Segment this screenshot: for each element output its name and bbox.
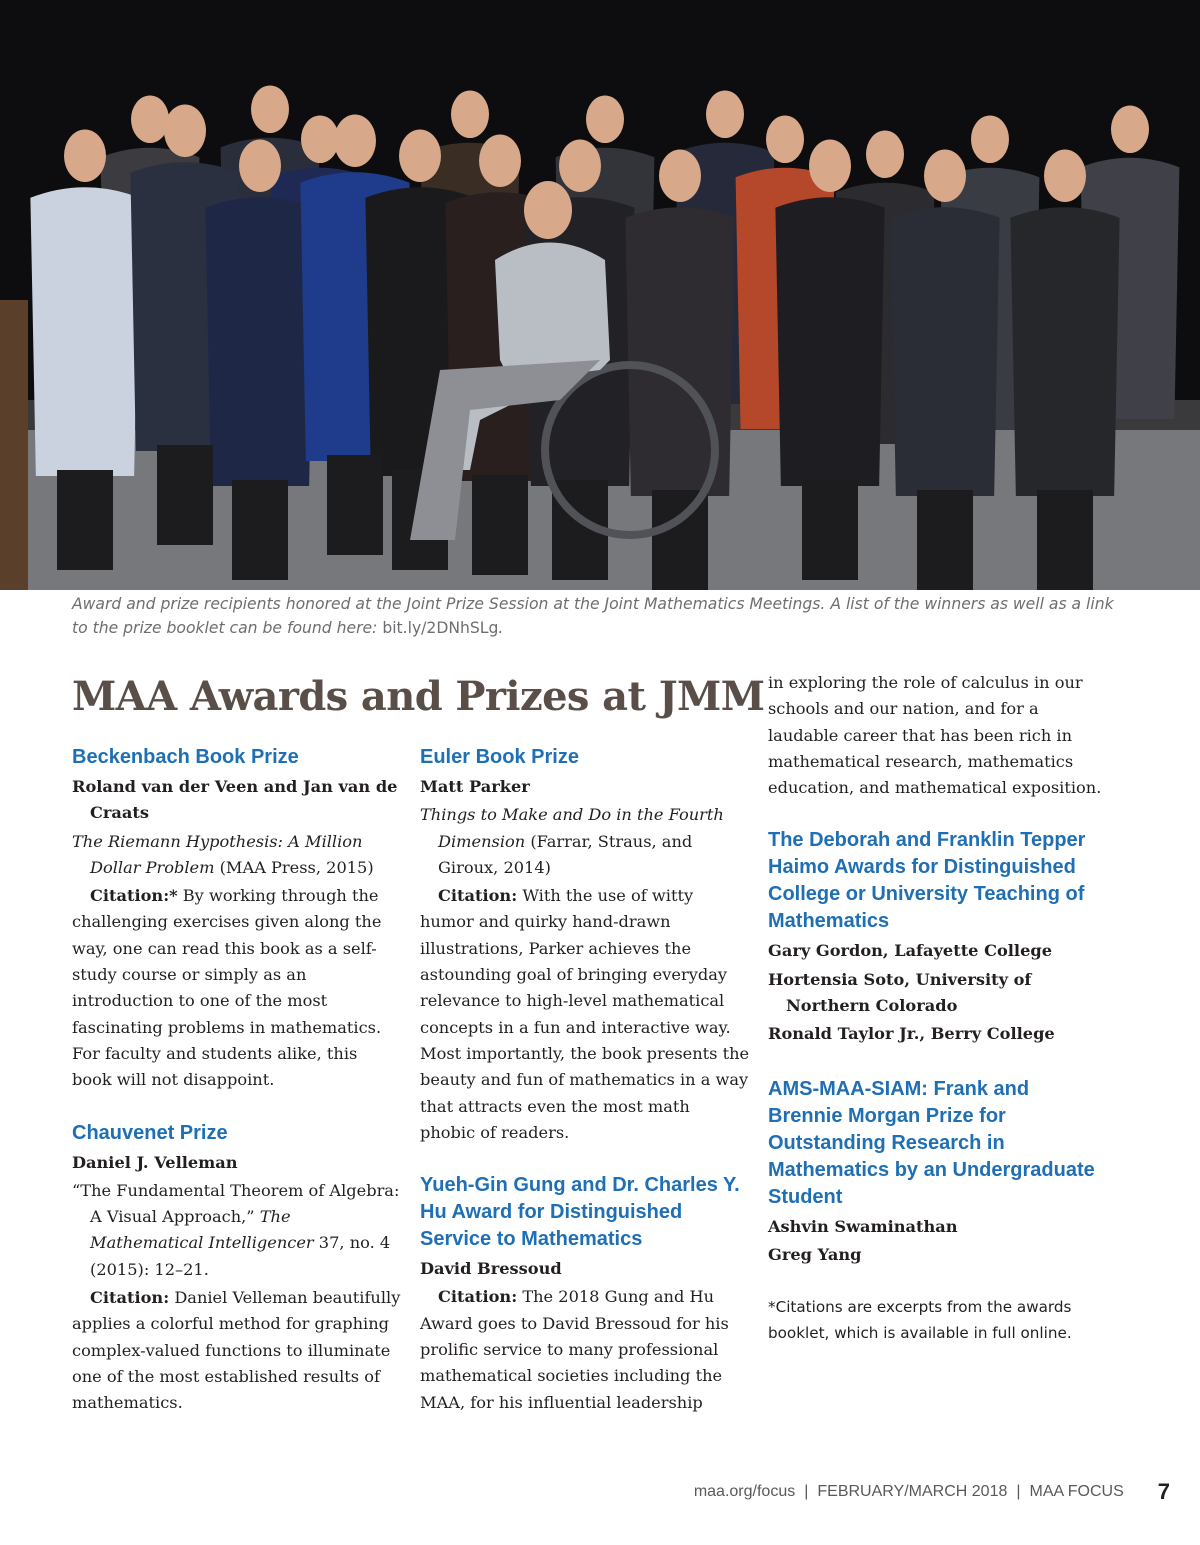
column-3 [768,670,1108,1346]
gung-hu-citation-text: The 2018 Gung and Hu Award goes to David Bressoud for his prolific service to many professional mathematical societies including the MAA, for his influential leadership [420,1287,729,1412]
beckenbach-section [72,744,402,1094]
group-photo-image [0,0,1200,590]
footer-url[interactable]: maa.org/focus [693,1483,796,1500]
article-title: MAA Awards and Prizes at JMM [72,673,765,720]
chauvenet-citation-label: Citation: [90,1288,170,1308]
beckenbach-citation-text: By working through the challenging exercises given along the way, one can read this book as a self-study course or simply as an introduction to one of the most fascinating problems in mathematics. For faculty and students alike, this book will not disappoint. [72,886,382,1090]
footer-issue: FEBRUARY/MARCH 2018 [817,1483,1008,1500]
morgan-winner: Greg Yang [768,1244,862,1264]
beckenbach-work-pub: (MAA Press, 2015) [214,857,374,877]
column-2 [420,744,750,1416]
chauvenet-work [72,1178,402,1283]
chauvenet-citation-text: Daniel Velleman beautifully applies a colorful method for graphing complex-valued functions to illuminate one of the most established results of mathematics. [72,1288,401,1413]
gung-hu-winner: David Bressoud [420,1259,562,1279]
page-footer [693,1479,1170,1505]
footer-magazine: MAA FOCUS [1029,1483,1124,1500]
column-1 [72,744,402,1417]
footer-divider: | [1016,1483,1021,1500]
chauvenet-section [72,1120,402,1417]
caption-end: . [498,619,504,637]
caption-link[interactable]: bit.ly/2DNhSLg [382,619,499,637]
chauvenet-citation [72,1285,402,1416]
morgan-section [768,1076,1108,1269]
group-photo [0,0,1200,590]
gung-hu-citation-label: Citation: [438,1287,518,1307]
footer-divider: | [804,1483,809,1500]
euler-citation [420,883,750,1146]
citation-footnote: *Citations are excerpts from the awards booklet, which is available in full online. [768,1298,1072,1343]
haimo-winner: Ronald Taylor Jr., Berry College [768,1024,1055,1044]
beckenbach-citation [72,883,402,1093]
chauvenet-work-rest: 37, no. 4 (2015): 12–21. [90,1233,391,1279]
chauvenet-work-quote: “The Fundamental Theorem of Algebra: A Visual Approach,” [72,1180,400,1227]
euler-heading: Euler Book Prize [420,746,579,768]
gung-hu-citation [420,1284,750,1415]
euler-work-pub: (Farrar, Straus, and Giroux, 2014) [438,831,693,877]
gung-hu-section [420,1172,750,1416]
euler-work [420,802,750,881]
morgan-heading: AMS-MAA-SIAM: Frank and Brennie Morgan Prize for Outstanding Research in Mathematics by an Undergraduate Student [768,1077,1095,1208]
euler-citation-text: With the use of witty humor and quirky hand-drawn illustrations, Parker achieves the astounding goal of bringing everyday relevance to high-level mathematical concepts in a fun and interactive way. Most importantly, the book presents the beauty and fun of mathematics in a way that attracts even the most math phobic of readers. [420,886,750,1142]
morgan-winner: Ashvin Swaminathan [768,1216,958,1236]
euler-section [420,744,750,1146]
haimo-winner: Gary Gordon, Lafayette College [768,941,1053,961]
haimo-section [768,827,1108,1047]
page-number: 7 [1157,1479,1170,1504]
caption-text: Award and prize recipients honored at the Joint Prize Session at the Joint Mathematics Meetings. A list of the winners as well as a link to the prize booklet can be found here: [72,595,1114,637]
chauvenet-work-journal: The Mathematical Intelligencer [90,1207,314,1253]
euler-work-title: Things to Make and Do in the Fourth Dimension [420,805,724,851]
beckenbach-work [72,829,402,882]
beckenbach-work-title: The Riemann Hypothesis: A Million Dollar Problem [72,831,363,877]
gung-hu-heading: Yueh-Gin Gung and Dr. Charles Y. Hu Award for Distinguished Service to Mathematics [420,1174,740,1251]
euler-citation-label: Citation: [438,886,518,906]
photo-caption [72,592,1132,640]
gung-hu-citation-continued: in exploring the role of calculus in our schools and our nation, and for a laudable career that has been rich in mathematical research, mathematics education, and mathematical exposition. [768,673,1102,798]
haimo-heading: The Deborah and Franklin Tepper Haimo Awards for Distinguished College or University Teaching of Mathematics [768,829,1086,933]
beckenbach-heading: Beckenbach Book Prize [72,746,299,768]
haimo-winner: Hortensia Soto, University of Northern Colorado [768,969,1032,1016]
beckenbach-winners: Roland van der Veen and Jan van de Craats [72,777,398,823]
beckenbach-citation-label: Citation:* [90,886,178,906]
chauvenet-heading: Chauvenet Prize [72,1121,228,1144]
chauvenet-winner: Daniel J. Velleman [72,1152,238,1172]
euler-winner: Matt Parker [420,777,530,796]
